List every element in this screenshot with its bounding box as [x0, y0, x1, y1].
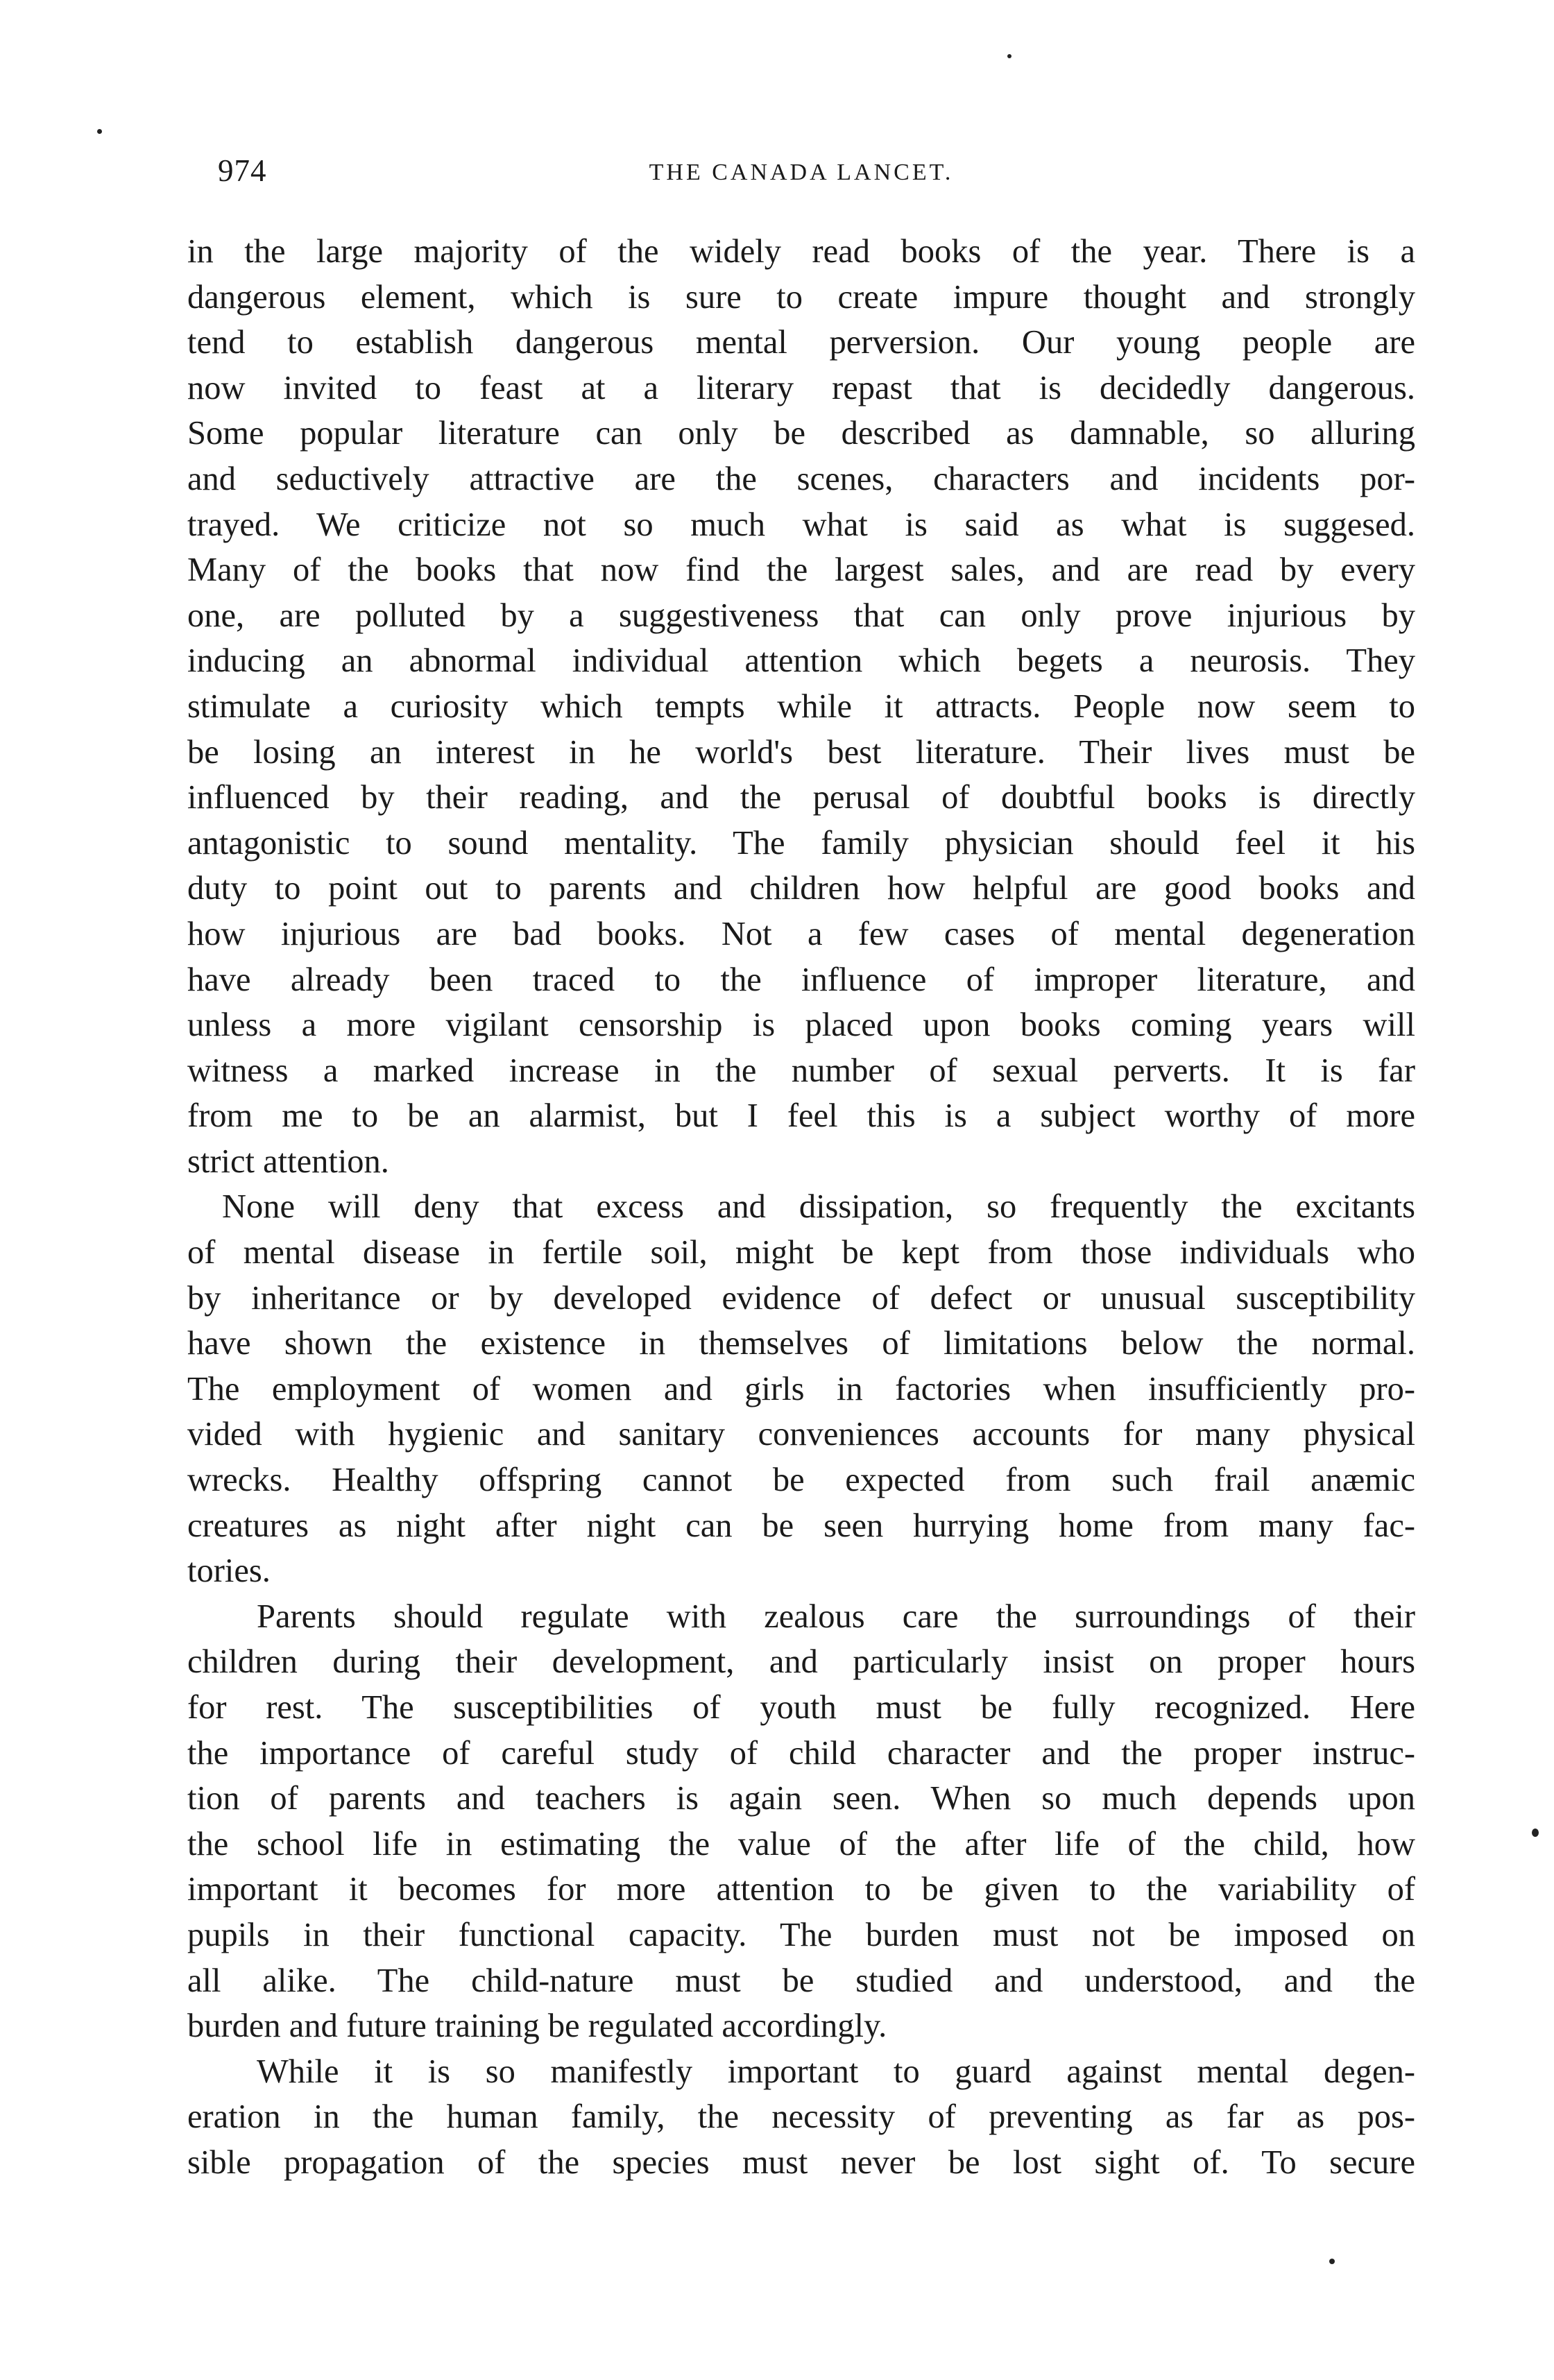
text-line: by inheritance or by developed evidence of defect or unusual susceptibility — [187, 1279, 1415, 1317]
text-line: important it becomes for more attention to be given to the variability of — [187, 1871, 1415, 1908]
text-line: stimulate a curiosity which tempts while it attracts. People now seem to — [187, 687, 1415, 725]
text-line: eration in the human family, the necessity of preventing as far as pos- — [187, 2098, 1415, 2136]
running-title: THE CANADA LANCET. — [649, 160, 954, 185]
text-line: one, are polluted by a suggestiveness that can only prove injurious by — [187, 597, 1415, 634]
text-line: strict attention. — [187, 1142, 389, 1180]
scan-speck — [1007, 54, 1011, 58]
text-line: have already been traced to the influence of improper literature, and — [187, 961, 1415, 998]
text-line: The employment of women and girls in factories when insufficiently pro- — [187, 1370, 1415, 1407]
text-line: dangerous element, which is sure to create impure thought and strongly — [187, 278, 1415, 316]
text-line: tend to establish dangerous mental perversion. Our young people are — [187, 324, 1415, 361]
text-line: of mental disease in fertile soil, might be kept from those individuals who — [187, 1234, 1415, 1272]
text-line: from me to be an alarmist, but I feel this is a subject worthy of more — [187, 1097, 1415, 1135]
text-line: While it is so manifestly important to guard against mental degen- — [257, 2053, 1415, 2090]
paragraph-1 — [187, 229, 1415, 1184]
text-line: None will deny that excess and dissipation, so frequently the excitants — [222, 1188, 1415, 1226]
text-line: vided with hygienic and sanitary conveniences accounts for many physical — [187, 1416, 1415, 1453]
text-line: burden and future training be regulated accordingly. — [187, 2007, 887, 2045]
text-line: influenced by their reading, and the perusal of doubtful books is directly — [187, 779, 1415, 816]
text-line: Parents should regulate with zealous care the surroundings of their — [257, 1598, 1415, 1635]
text-line: Some popular literature can only be described as damnable, so alluring — [187, 415, 1415, 452]
scan-speck — [1532, 1829, 1539, 1837]
text-line: trayed. We criticize not so much what is said as what is suggesed. — [187, 506, 1415, 543]
text-line: in the large majority of the widely read books of the year. There is a — [187, 233, 1415, 270]
text-line: sible propagation of the species must never be lost sight of. To secure — [187, 2143, 1415, 2181]
text-line: unless a more vigilant censorship is placed upon books coming years will — [187, 1007, 1415, 1044]
text-line: witness a marked increase in the number of sexual perverts. It is far — [187, 1052, 1415, 1089]
text-line: all alike. The child-nature must be studied and understood, and the — [187, 1962, 1415, 1999]
scan-speck — [1329, 2259, 1335, 2264]
text-line: be losing an interest in he world's best literature. Their lives must be — [187, 733, 1415, 771]
text-line: tories. — [187, 1552, 271, 1590]
text-line: pupils in their functional capacity. The burden must not be imposed on — [187, 1916, 1415, 1953]
text-line: for rest. The susceptibilities of youth must be fully recognized. Here — [187, 1689, 1415, 1726]
scan-speck — [97, 129, 102, 134]
text-line: wrecks. Healthy offspring cannot be expected from such frail anæmic — [187, 1462, 1415, 1499]
paragraph-2 — [187, 1184, 1415, 1593]
text-line: tion of parents and teachers is again seen. When so much depends upon — [187, 1780, 1415, 1817]
text-line: creatures as night after night can be seen hurrying home from many fac- — [187, 1507, 1415, 1544]
text-line: duty to point out to parents and children how helpful are good books and — [187, 870, 1415, 907]
text-line: the school life in estimating the value of the after life of the child, how — [187, 1825, 1415, 1863]
text-line: antagonistic to sound mentality. The family physician should feel it his — [187, 824, 1415, 862]
text-line: the importance of careful study of child character and the proper instruc- — [187, 1734, 1415, 1772]
text-line: inducing an abnormal individual attention which begets a neurosis. They — [187, 642, 1415, 680]
text-line: Many of the books that now find the largest sales, and are read by every — [187, 551, 1415, 589]
paragraph-3 — [187, 1594, 1415, 2049]
body-text — [187, 229, 1415, 2186]
text-line: how injurious are bad books. Not a few cases of mental degeneration — [187, 915, 1415, 952]
text-line: have shown the existence in themselves of limitations below the normal. — [187, 1325, 1415, 1362]
page-header — [187, 153, 1415, 201]
text-line: now invited to feast at a literary repast that is decidedly dangerous. — [187, 369, 1415, 406]
page-number: 974 — [218, 153, 267, 188]
text-line: children during their development, and particularly insist on proper hours — [187, 1643, 1415, 1681]
paragraph-4 — [187, 2049, 1415, 2186]
text-line: and seductively attractive are the scenes, characters and incidents por- — [187, 460, 1415, 497]
